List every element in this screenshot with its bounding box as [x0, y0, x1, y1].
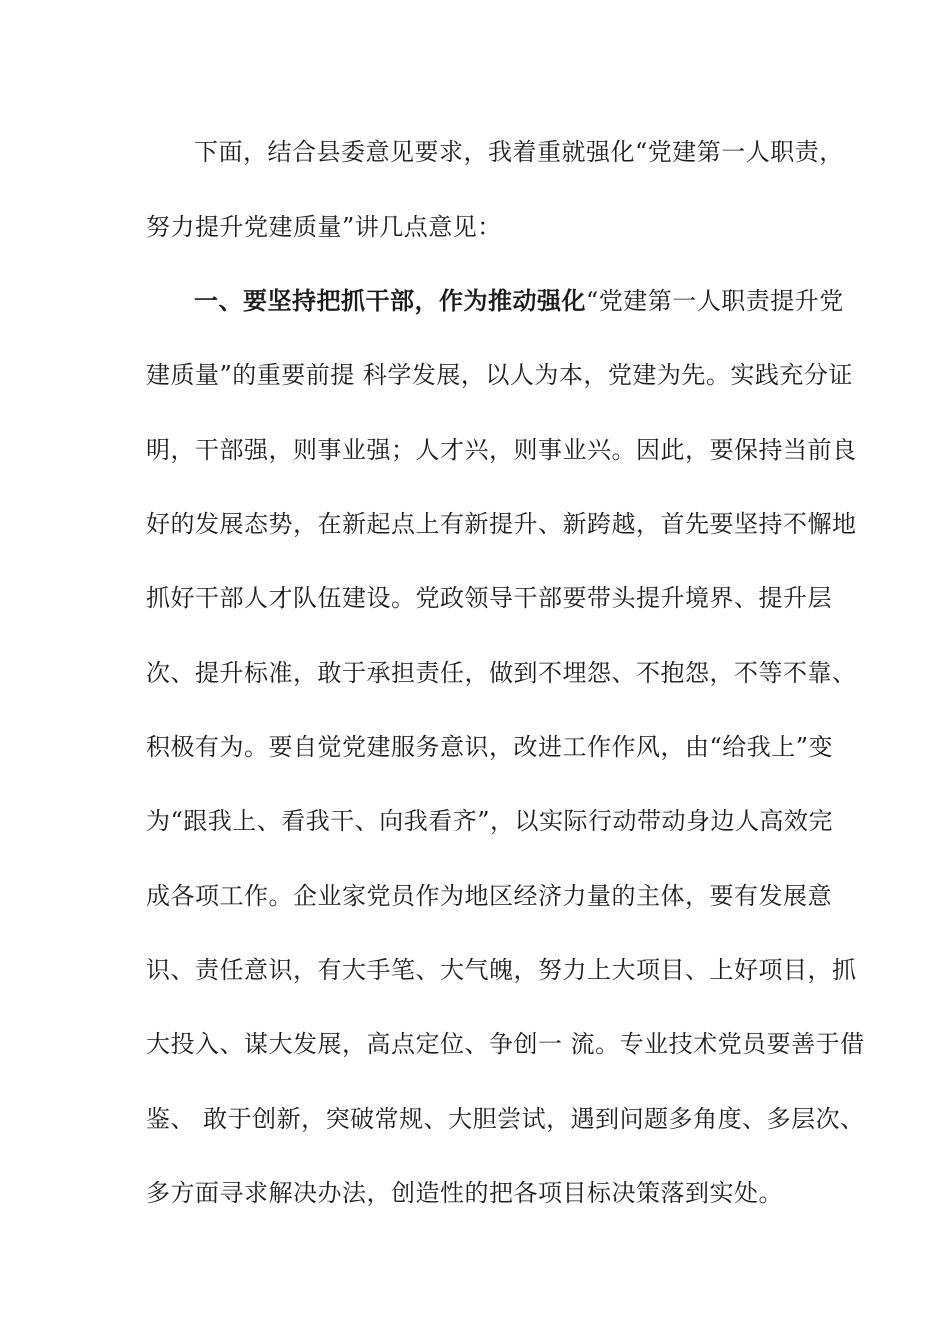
paragraph-line: 明，干部强，则事业强；人才兴，则事业兴。因此，要保持当前良 [146, 436, 857, 464]
paragraph-line: 多方面寻求解决办法，创造性的把各项目标决策落到实处。 [146, 1179, 783, 1207]
paragraph-line: 为“跟我上、看我干、向我看齐”，以实际行动带动身边人高效完 [146, 807, 834, 835]
paragraph-line: 积极有为。要自觉党建服务意识，改进工作作风，由“给我上”变 [146, 733, 834, 761]
paragraph-line: 努力提升党建质量”讲几点意见： [146, 213, 502, 241]
paragraph-line: 抓好干部人才队伍建设。党政领导干部要带头提升境界、提升层 [146, 584, 832, 612]
section-heading-line [194, 283, 874, 319]
paragraph-line: 次、提升标准，敢于承担责任，做到不埋怨、不抱怨，不等不靠、 [146, 659, 857, 687]
section-heading: 一、要坚持把抓干部，作为推动强化 [194, 286, 586, 315]
paragraph-line: 识、责任意识，有大手笔、大气魄，努力上大项目、上好项目，抓 [146, 956, 857, 984]
paragraph-line: 成各项工作。企业家党员作为地区经济力量的主体，要有发展意 [146, 882, 832, 910]
paragraph-line: 下面，结合县委意见要求，我着重就强化“党建第一人职责， [194, 138, 844, 166]
paragraph-line: 好的发展态势，在新起点上有新提升、新跨越，首先要坚持不懈地 [146, 510, 857, 538]
paragraph-line: 建质量”的重要前提 科学发展，以人为本，党建为先。实践充分证 [146, 361, 853, 389]
paragraph-line: 大投入、谋大发展，高点定位、争创一 流。专业技术党员要善于借 [146, 1030, 865, 1058]
paragraph-line: 鉴、 敢于创新，突破常规、大胆尝试，遇到问题多角度、多层次、 [146, 1105, 865, 1133]
section-heading-rest: “党建第一人职责提升党 [586, 287, 844, 315]
